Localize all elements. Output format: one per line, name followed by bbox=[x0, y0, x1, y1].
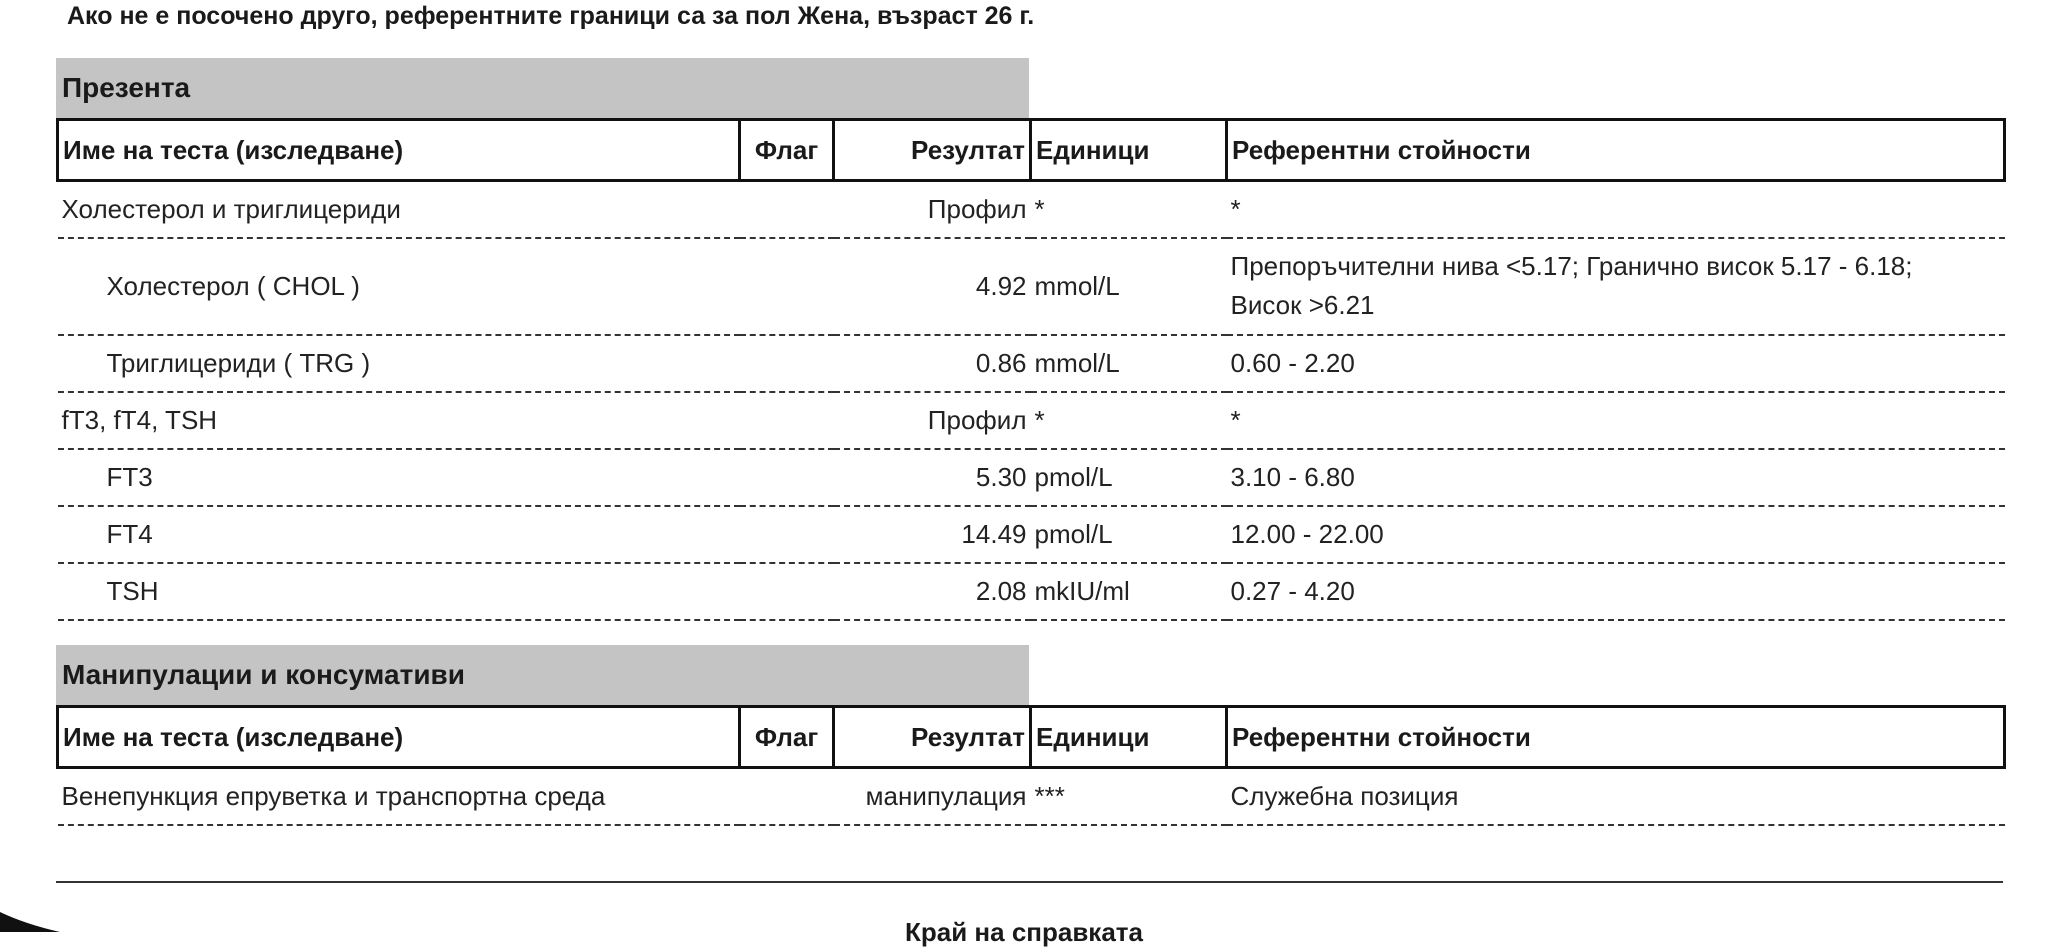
test-units: pmol/L bbox=[1031, 449, 1227, 506]
test-units: *** bbox=[1031, 768, 1227, 825]
test-name: Холестерол и триглицериди bbox=[58, 181, 740, 238]
test-reference: Служебна позиция bbox=[1227, 768, 2005, 825]
test-flag bbox=[740, 449, 834, 506]
table-row bbox=[58, 506, 2005, 563]
test-reference: Препоръчителни нива <5.17; Гранично висок 5.17 - 6.18; Висок >6.21 bbox=[1227, 238, 2005, 335]
test-result: Профил bbox=[834, 392, 1031, 449]
test-name: FT3 bbox=[58, 449, 740, 506]
col-header-result: Резултат bbox=[834, 120, 1031, 181]
test-result: Профил bbox=[834, 181, 1031, 238]
test-flag bbox=[740, 181, 834, 238]
test-result: 5.30 bbox=[834, 449, 1031, 506]
col-header-flag: Флаг bbox=[740, 707, 834, 768]
test-reference: 0.60 - 2.20 bbox=[1227, 335, 2005, 392]
table-row bbox=[58, 449, 2005, 506]
section-manipulations bbox=[56, 645, 2003, 826]
table-row bbox=[58, 335, 2005, 392]
col-header-units: Единици bbox=[1031, 707, 1227, 768]
col-header-name: Име на теста (изследване) bbox=[58, 707, 740, 768]
table-header-row bbox=[58, 120, 2005, 181]
table-row bbox=[58, 238, 2005, 335]
section-presenta bbox=[56, 58, 2003, 621]
test-reference: * bbox=[1227, 392, 2005, 449]
test-flag bbox=[740, 506, 834, 563]
test-name: TSH bbox=[58, 563, 740, 620]
test-name: Триглицериди ( TRG ) bbox=[58, 335, 740, 392]
test-result: 0.86 bbox=[834, 335, 1031, 392]
test-units: * bbox=[1031, 181, 1227, 238]
col-header-result: Резултат bbox=[834, 707, 1031, 768]
section-title: Презента bbox=[56, 58, 1029, 118]
col-header-name: Име на теста (изследване) bbox=[58, 120, 740, 181]
test-result: 2.08 bbox=[834, 563, 1031, 620]
table-row bbox=[58, 181, 2005, 238]
table-row bbox=[58, 392, 2005, 449]
results-table bbox=[56, 705, 2006, 826]
test-units: mmol/L bbox=[1031, 238, 1227, 335]
col-header-reference: Референтни стойности bbox=[1227, 120, 2005, 181]
table-row bbox=[58, 768, 2005, 825]
test-reference: 3.10 - 6.80 bbox=[1227, 449, 2005, 506]
table-header-row bbox=[58, 707, 2005, 768]
test-result: 4.92 bbox=[834, 238, 1031, 335]
table-row bbox=[58, 563, 2005, 620]
test-result: 14.49 bbox=[834, 506, 1031, 563]
test-reference: * bbox=[1227, 181, 2005, 238]
test-flag bbox=[740, 392, 834, 449]
test-reference: 12.00 - 22.00 bbox=[1227, 506, 2005, 563]
test-flag bbox=[740, 238, 834, 335]
test-name: Холестерол ( CHOL ) bbox=[58, 238, 740, 335]
test-name: FT4 bbox=[58, 506, 740, 563]
col-header-units: Единици bbox=[1031, 120, 1227, 181]
test-units: mkIU/ml bbox=[1031, 563, 1227, 620]
test-name: fT3, fT4, TSH bbox=[58, 392, 740, 449]
col-header-reference: Референтни стойности bbox=[1227, 707, 2005, 768]
report-end-divider bbox=[56, 881, 2003, 883]
test-result: манипулация bbox=[834, 768, 1031, 825]
test-flag bbox=[740, 768, 834, 825]
test-units: mmol/L bbox=[1031, 335, 1227, 392]
col-header-flag: Флаг bbox=[740, 120, 834, 181]
test-units: * bbox=[1031, 392, 1227, 449]
results-table bbox=[56, 118, 2006, 621]
reference-note: Ако не е посочено друго, референтните граници са за пол Жена, възраст 26 г. bbox=[67, 2, 1035, 30]
test-units: pmol/L bbox=[1031, 506, 1227, 563]
report-end-text: Край на справката bbox=[905, 917, 1143, 947]
section-title: Манипулации и консумативи bbox=[56, 645, 1029, 705]
test-flag bbox=[740, 335, 834, 392]
test-flag bbox=[740, 563, 834, 620]
test-name: Венепункция епруветка и транспортна среда bbox=[58, 768, 740, 825]
test-reference: 0.27 - 4.20 bbox=[1227, 563, 2005, 620]
page-corner-shape bbox=[0, 902, 60, 932]
